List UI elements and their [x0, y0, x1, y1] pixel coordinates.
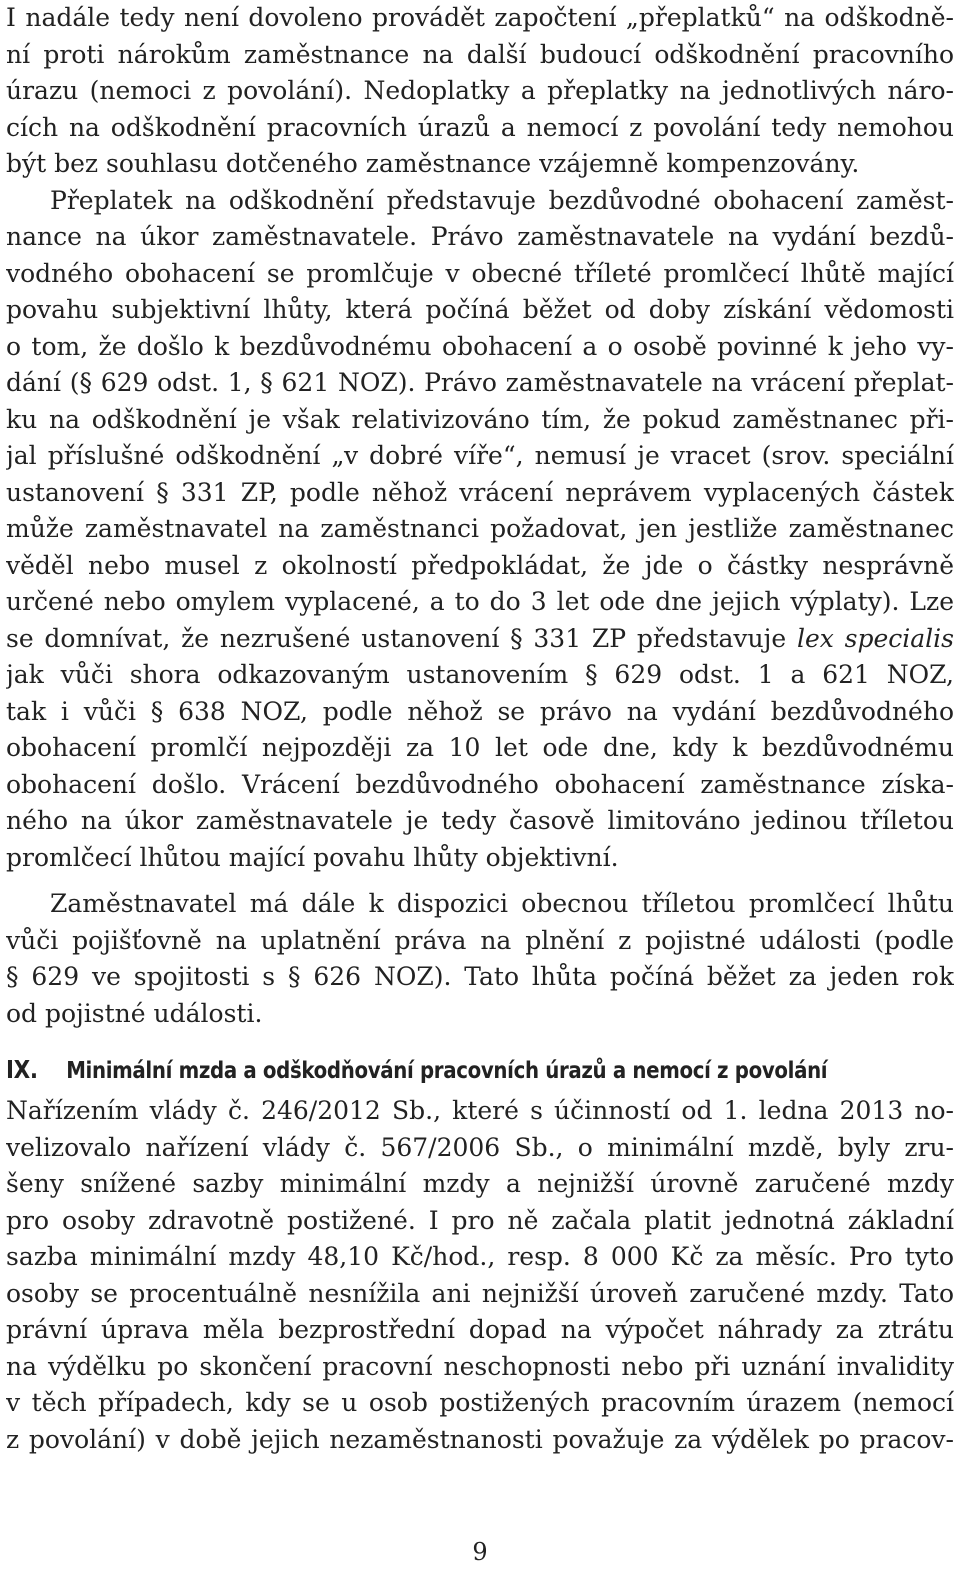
section-heading [6, 1052, 828, 1089]
text-line: určené nebo omylem vyplacené, a to do 3 let ode dne jejich výplaty). Lze [6, 587, 954, 616]
page-number: 9 [472, 1538, 488, 1566]
italic-term: lex specialis [796, 623, 954, 653]
text-line: velizovalo nařízení vlády č. 567/2006 Sb., o minimální mzdě, byly zru- [6, 1132, 954, 1162]
text-line: Přeplatek na odškodnění představuje bezdůvodné obohacení zaměst- [50, 185, 954, 215]
paragraph-minimalni-mzda [6, 1093, 954, 1458]
paragraph-gap [6, 876, 954, 886]
text-line: obohacení došlo. Vrácení bezdůvodného obohacení zaměstnance získa- [6, 769, 954, 799]
text-line: § 629 ve spojitosti s § 626 NOZ). Tato lhůta počíná běžet za jeden rok [6, 962, 954, 991]
section-number: IX. [6, 1055, 38, 1084]
text-line: právní úprava měla bezprostřední dopad na výpočet náhrady za ztrátu [6, 1315, 954, 1344]
paragraph-zapocteni [6, 0, 954, 183]
text-line: ného na úkor zaměstnavatele je tedy časově limitováno jedinou tříletou [6, 806, 954, 835]
text-line: být bez souhlasu dotčeného zaměstnance vzájemně kompenzovány. [6, 149, 860, 178]
text-line: osoby se procentuálně nesnížila ani nejnižší úroveň zaručené mzdy. Tato [6, 1278, 954, 1308]
text-line: ní proti nárokům zaměstnance na další budoucí odškodnění pracovního [6, 39, 954, 69]
paragraph-preplatek-body [6, 183, 954, 877]
text-line: o tom, že došlo k bezdůvodnému obohacení a o osobě povinné k jeho vy- [6, 331, 954, 361]
text-line: dání (§ 629 odst. 1, § 621 NOZ). Právo zaměstnavatele na vrácení přeplat- [6, 368, 954, 397]
text-line: úrazu (nemoci z povolání). Nedoplatky a přeplatky na jednotlivých náro- [6, 76, 954, 105]
text-line: Zaměstnavatel má dále k dispozici obecnou tříletou promlčecí lhůtu [50, 889, 954, 918]
text-line: sazba minimální mzdy 48,10 Kč/hod., resp. 8 000 Kč za měsíc. Pro tyto [6, 1242, 954, 1271]
text-line: tak i vůči § 638 NOZ, podle něhož se právo na vydání bezdůvodného [6, 696, 954, 726]
text-line: v těch případech, kdy se u osob postižených pracovním úrazem (nemocí [6, 1388, 954, 1417]
text-line: jak vůči shora odkazovaným ustanovením § 629 odst. 1 a 621 NOZ, [6, 660, 954, 689]
text-line: nance na úkor zaměstnavatele. Právo zaměstnavatele na vydání bezdů- [6, 222, 954, 251]
text-line: cích na odškodnění pracovních úrazů a nemocí z povolání tedy nemohou [6, 112, 954, 142]
text-line: Nařízením vlády č. 246/2012 Sb., které s účinností od 1. ledna 2013 no- [6, 1096, 954, 1125]
document-page [6, 0, 954, 1458]
text-line: věděl nebo musel z okolností předpokládat, že jde o částky nesprávně [6, 550, 954, 580]
text-line-with-italic [6, 621, 954, 658]
section-title: Minimální mzda a odškodňování pracovních úrazů a nemocí z povolání [66, 1058, 828, 1084]
text-line: vůči pojišťovně na uplatnění práva na plnění z pojistné události (podle [6, 925, 954, 955]
text-line: může zaměstnavatel na zaměstnanci požadovat, jen jestliže zaměstnanec [6, 514, 954, 543]
text-line: z povolání) v době jejich nezaměstnanosti považuje za výdělek po pracov- [6, 1424, 954, 1454]
paragraph-pojistovna [6, 886, 954, 1032]
text-line: šeny snížené sazby minimální mzdy a nejnižší úrovně zaručené mzdy [6, 1169, 954, 1198]
text-line: na výdělku po skončení pracovní neschopnosti nebo při uznání invalidity [6, 1351, 954, 1381]
text-line: obohacení promlčí nejpozději za 10 let ode dne, kdy k bezdůvodnému [6, 733, 954, 762]
text-segment: se domnívat, že nezrušené ustanovení § 331 ZP představuje [6, 623, 797, 653]
text-line: ku na odškodnění je však relativizováno tím, že pokud zaměstnanec při- [6, 404, 954, 434]
text-line: vodného obohacení se promlčuje v obecné tříleté promlčecí lhůtě mající [6, 258, 954, 288]
text-line: I nadále tedy není dovoleno provádět započtení „přeplatků“ na odškodně- [6, 3, 954, 32]
text-line: od pojistné události. [6, 998, 263, 1028]
text-line: promlčecí lhůtou mající povahu lhůty objektivní. [6, 842, 619, 872]
text-line: jal příslušné odškodnění „v dobré víře“, nemusí je vracet (srov. speciální [6, 441, 954, 470]
text-line: pro osoby zdravotně postižené. I pro ně začala platit jednotná základní [6, 1205, 954, 1235]
text-line: povahu subjektivní lhůty, která počíná běžet od doby získání vědomosti [6, 295, 954, 324]
text-line: ustanovení § 331 ZP, podle něhož vrácení neprávem vyplacených částek [6, 477, 954, 507]
